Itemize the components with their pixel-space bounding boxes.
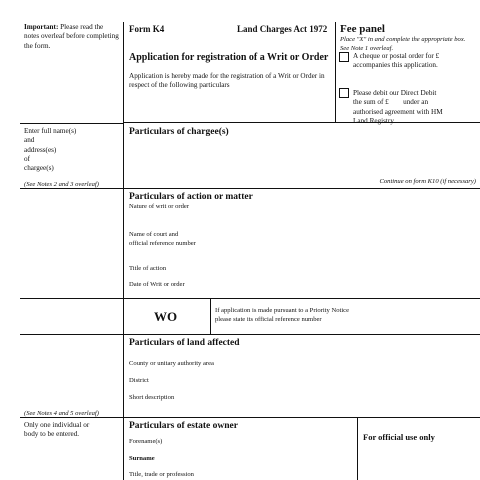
land-side-note: (See Notes 4 and 5 overleaf) [24, 410, 99, 417]
rule-wo-bottom [20, 334, 480, 335]
date-label: Date of Writ or order [129, 281, 185, 288]
rule-side-notes-1 [20, 123, 124, 124]
form-title: Application for registration of a Writ or Order [129, 52, 329, 63]
cheque-option-text: A cheque or postal order for £ accompanies this application. [353, 52, 440, 70]
estate-section-title: Particulars of estate owner [129, 421, 238, 431]
continue-note: Continue on form K10 (if necessary) [379, 178, 476, 185]
act-title: Land Charges Act 1972 [237, 24, 328, 34]
chargee-side-note: (See Notes 2 and 3 overleaf) [24, 181, 99, 188]
chargee-side-line: and [24, 136, 35, 145]
chargee-side-label [24, 127, 76, 174]
wo-divider [210, 298, 211, 334]
chargee-side-line: Enter full name(s) [24, 127, 77, 135]
direct-debit-line-4: Land Registry. [353, 117, 396, 126]
direct-debit-line-3: authorised agreement with HM [353, 107, 443, 116]
land-section-title: Particulars of land affected [129, 338, 240, 348]
wo-code: WO [154, 309, 178, 324]
main-column-divider [123, 22, 124, 480]
priority-note: If application is made pursuant to a Priority Notice please state its official reference number [215, 307, 350, 323]
estate-side-label: Only one individual or body to be entered. [24, 421, 90, 439]
direct-debit-line-2: the sum of £ under an [353, 98, 429, 107]
important-notes [24, 23, 120, 51]
rule-wo-top [20, 298, 480, 299]
official-use-divider [357, 417, 358, 480]
form-number: Form K4 [129, 24, 165, 34]
official-use-label: For official use only [363, 432, 435, 442]
chargee-input-area[interactable] [127, 140, 477, 176]
direct-debit-line-1: Please debit our Direct Debit [353, 89, 437, 97]
trade-label: Title, trade or profession [129, 471, 194, 478]
important-label: Important: [24, 23, 59, 31]
direct-debit-checkbox[interactable] [339, 88, 349, 98]
priority-reference-input[interactable] [365, 300, 477, 332]
chargee-section-title: Particulars of chargee(s) [129, 127, 229, 137]
chargee-side-line: address(es) [24, 145, 57, 154]
chargee-side-line: of [24, 155, 30, 164]
short-description-label: Short description [129, 394, 175, 401]
district-label: District [129, 377, 149, 384]
chargee-side-line: chargee(s) [24, 164, 54, 173]
court-label: Name of court and official reference number [129, 231, 196, 247]
action-section-title: Particulars of action or matter [129, 192, 253, 202]
fee-panel-instruction: Place "X" in and complete the appropriate box. See Note 1 overleaf. [340, 36, 466, 52]
fee-panel-divider [335, 22, 336, 123]
county-label: County or unitary authority area [129, 360, 214, 367]
cheque-checkbox[interactable] [339, 52, 349, 62]
nature-label: Nature of writ or order [129, 203, 190, 210]
forenames-label: Forename(s) [129, 438, 163, 445]
fee-panel-title: Fee panel [340, 23, 385, 35]
important-text: Please read the notes overleaf before completing the form. [24, 23, 119, 50]
surname-label: Surname [129, 455, 155, 462]
direct-debit-text [353, 89, 478, 126]
title-of-action-label: Title of action [129, 265, 167, 272]
application-intro: Application is hereby made for the registration of a Writ or Order in respect of the following particulars [129, 72, 325, 90]
